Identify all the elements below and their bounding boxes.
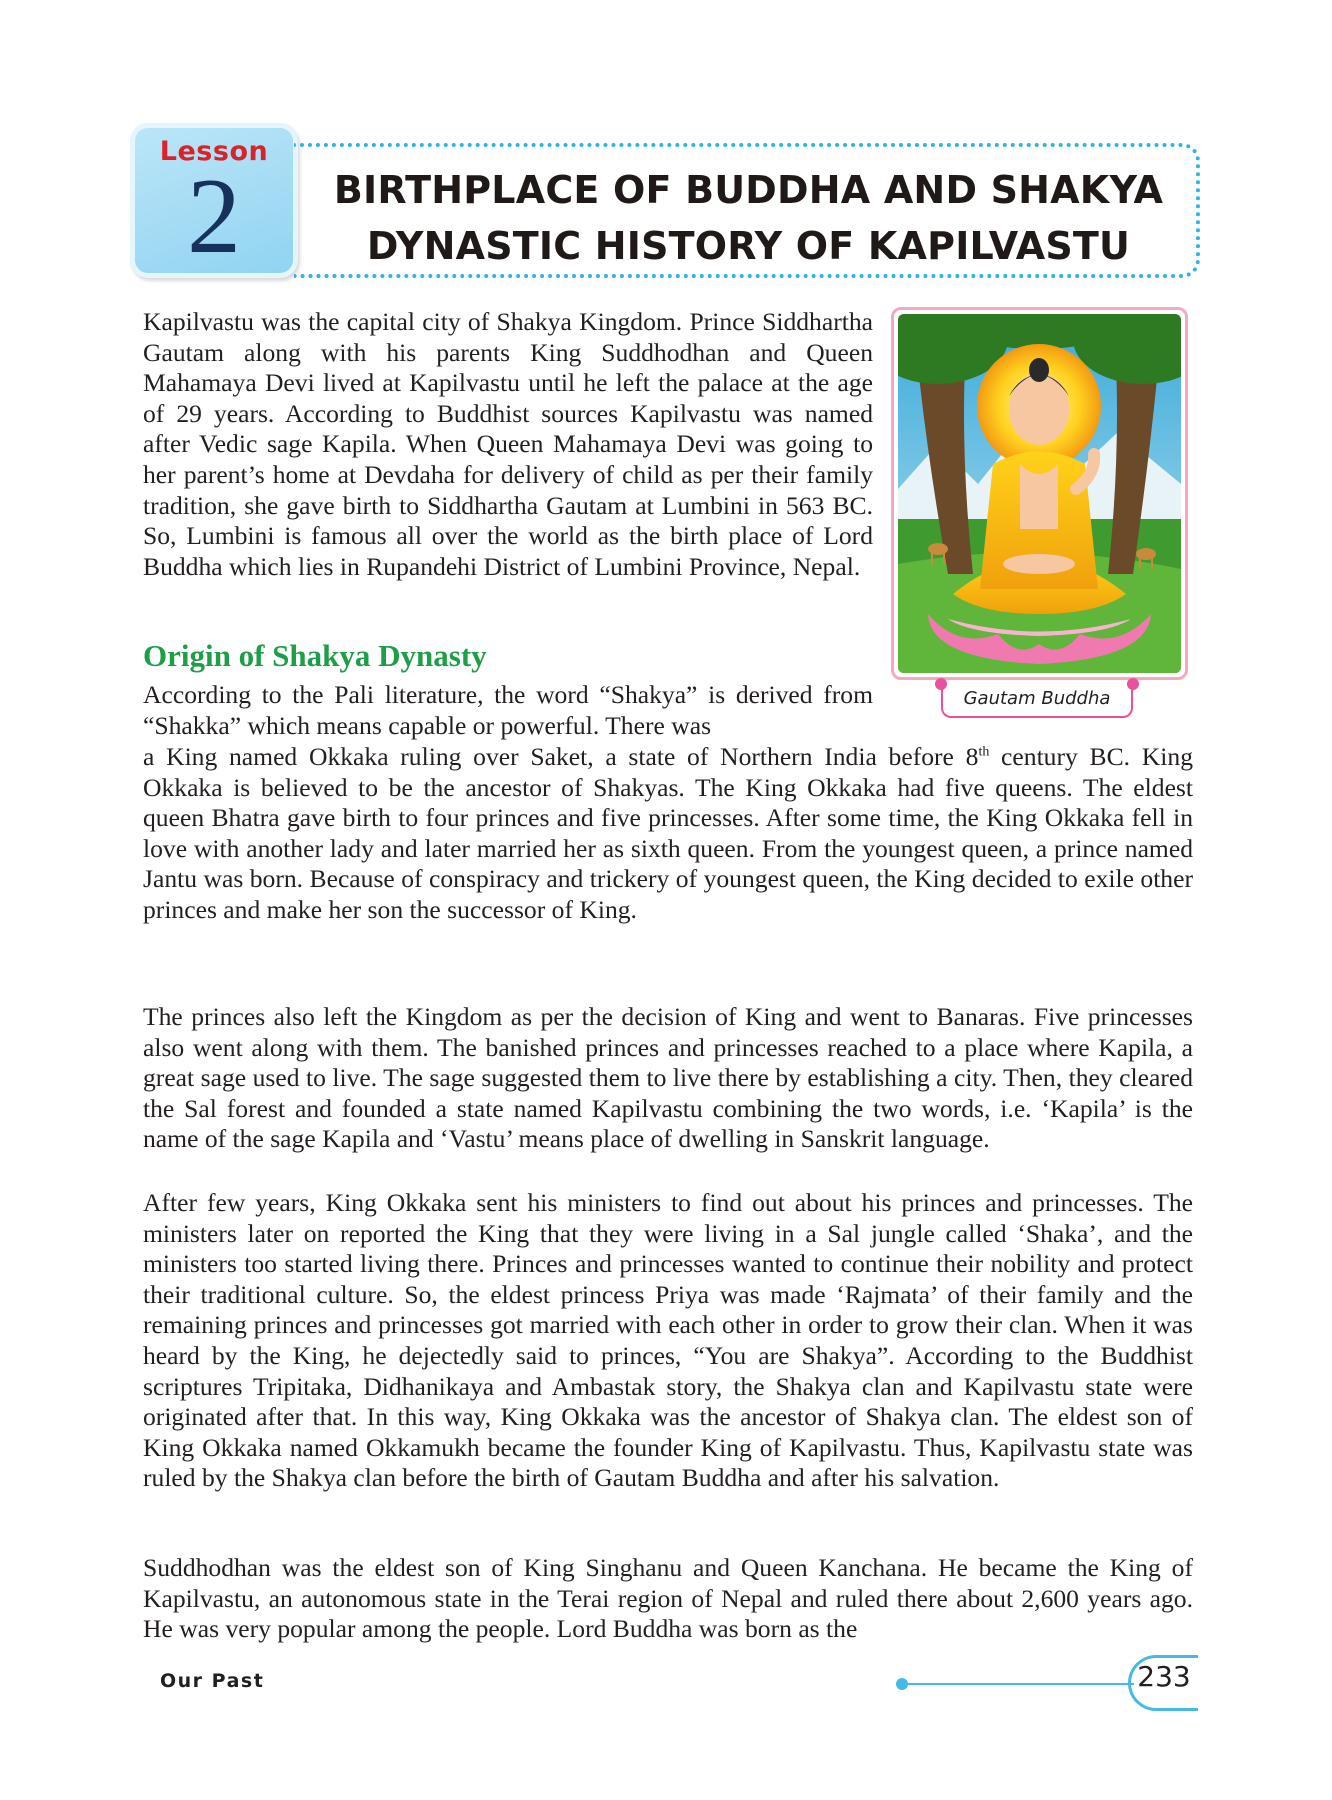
title-line-2: DYNASTIC HISTORY OF KAPILVASTU [366,224,1131,268]
title-line-1: BIRTHPLACE OF BUDDHA AND SHAKYA [333,168,1164,212]
lesson-label: Lesson [159,136,269,167]
page-number: 233 [1137,1660,1191,1693]
origin-text-rest: century BC. King Okkaka is believed to be the ancestor of Shakyas. The King Okkaka had five queens. The eldest queen Bhatra gave birth to four princes and five princesses. After some time, the King Okkaka fell in love with another lady and later married her as sixth queen. From the youngest queen, a prince named Jantu was born. Because of conspiracy and trickery of youngest queen, the King decided to exile other princes and make her son the successor of King. [143,742,1193,924]
buddha-illustration [898,314,1181,673]
paragraph-suddhodhan: Suddhodhan was the eldest son of King Singhanu and Queen Kanchana. He became the King of Kapilvastu, an autonomous state in the Terai region of Nepal and ruled there about 2,600 years ago. He was very popular among the people. Lord Buddha was born as the [143,1553,1193,1644]
intro-paragraph: Kapilvastu was the capital city of Shakya Kingdom. Prince Siddhartha Gautam along with his parents King Suddhodhan and Queen Mahamaya Devi lived at Kapilvastu until he left the palace at the age of 29 years. According to Buddhist sources Kapilvastu was named after Vedic sage Kapila. When Queen Mahamaya Devi was going to her parent’s home at Devdaha for delivery of child as per their family tradition, she gave birth to Siddhartha Gautam at Lumbini in 563 BC. So, Lumbini is famous all over the world as the birth place of Lord Buddha which lies in Rupandehi District of Lumbini Province, Nepal. [143,307,873,581]
figure-caption: Gautam Buddha [941,684,1133,718]
lesson-number: 2 [187,157,241,276]
section-heading: Origin of Shakya Dynasty [143,638,487,673]
footer-line [902,1683,1134,1685]
paragraph-ministers: After few years, King Okkaka sent his ministers to find out about his princes and princesses. The ministers later on reported the King that they were living in a Sal jungle called ‘Shaka’, and the ministers too started living there. Princes and princesses wanted to continue their nobility and protect their traditional culture. So, the eldest princess Priya was made ‘Rajmata’ of their family and the remaining princes and princesses got married with each other in order to grow their clan. When it was heard by the King, he dejectedly said to princes, “You are Shakya”. According to the Buddhist scriptures Tripitaka, Didhanikaya and Ambastak story, the Shakya clan and Kapilvastu state were originated after that. In this way, King Okkaka was the ancestor of Shakya clan. The eldest son of King Okkaka named Okkamukh became the founder King of Kapilvastu. Thus, Kapilvastu state was ruled by the Shakya clan before the birth of Gautam Buddha and after his salvation. [143,1188,1193,1493]
paragraph-banaras: The princes also left the Kingdom as per the decision of King and went to Banaras. Five princesses also went along with them. The banished princes and princesses reached to a place where Kapila, a great sage used to live. The sage suggested them to live there by establishing a city. Then, they cleared the Sal forest and founded a state named Kapilvastu combining the two words, i.e. ‘Kapila’ is the name of the sage Kapila and ‘Vastu’ means place of dwelling in Sanskrit language. [143,1002,1193,1154]
origin-paragraph-continued [143,742,1193,926]
page-title [296,162,1201,274]
lesson-badge [130,123,298,278]
footer-book-title: Our Past [160,1670,265,1692]
superscript: th [978,744,990,760]
origin-text: a King named Okkaka ruling over Saket, a state of Northern India before 8 [143,742,979,771]
origin-paragraph-start: According to the Pali literature, the word “Shakya” is derived from “Shakka” which means capable or powerful. There was [143,680,873,740]
buddha-figure [891,307,1188,680]
